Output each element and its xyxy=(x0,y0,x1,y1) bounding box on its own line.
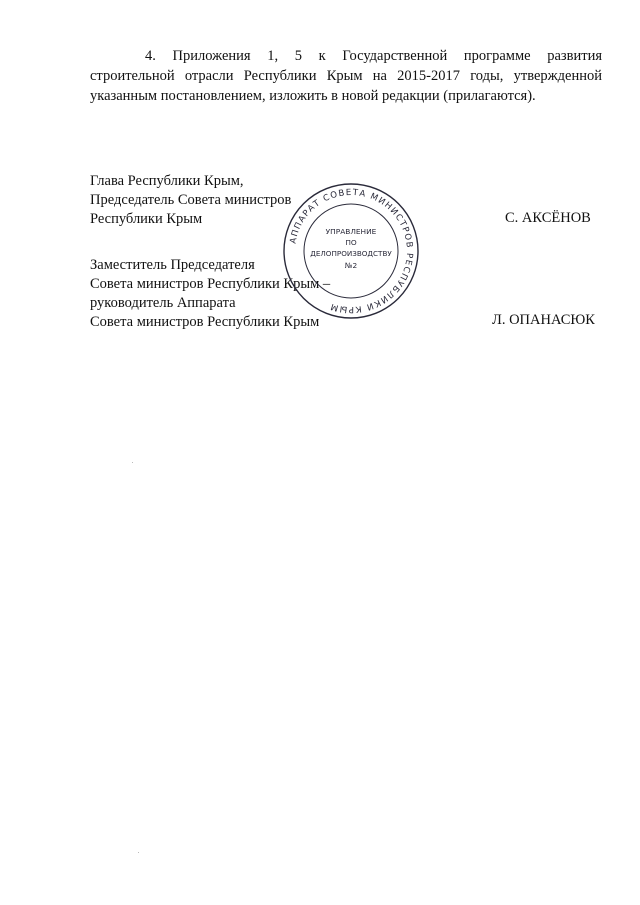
position-line: Глава Республики Крым, xyxy=(90,173,244,189)
position-line: Совета министров Республики Крым – xyxy=(90,276,331,292)
position-line: Республики Крым xyxy=(90,211,203,227)
stamp-center-line: ПО xyxy=(345,238,357,247)
signature-block-head xyxy=(90,172,291,229)
official-stamp xyxy=(282,182,420,320)
position-line: Председатель Совета министров xyxy=(90,192,292,208)
paragraph-line: указанным постановлением, изложить в новой редакции (прилагаются). xyxy=(90,88,536,104)
stamp-center-line: УПРАВЛЕНИЕ xyxy=(325,227,377,236)
scan-speck xyxy=(132,462,133,463)
position-line: Совета министров Республики Крым xyxy=(90,314,320,330)
scan-speck xyxy=(138,852,139,853)
signatory-name-opanasyuk: Л. ОПАНАСЮК xyxy=(492,312,595,328)
paragraph-line: 4. Приложения 1, 5 к Государственной программе развития xyxy=(145,48,602,64)
signatory-name-aksenov: С. АКСЁНОВ xyxy=(505,210,591,226)
stamp-center-line: №2 xyxy=(344,261,358,270)
position-line: Заместитель Председателя xyxy=(90,257,255,273)
paragraph-line: строительной отрасли Республики Крым на 2015-2017 годы, утвержденной xyxy=(90,68,602,84)
stamp-ring-text: АППАРАТ СОВЕТА МИНИСТРОВ РЕСПУБЛИКИ КРЫМ xyxy=(288,187,415,315)
position-line: руководитель Аппарата xyxy=(90,295,236,311)
paragraph-item-4 xyxy=(90,46,602,106)
stamp-center-line: ДЕЛОПРОИЗВОДСТВУ xyxy=(310,249,392,258)
